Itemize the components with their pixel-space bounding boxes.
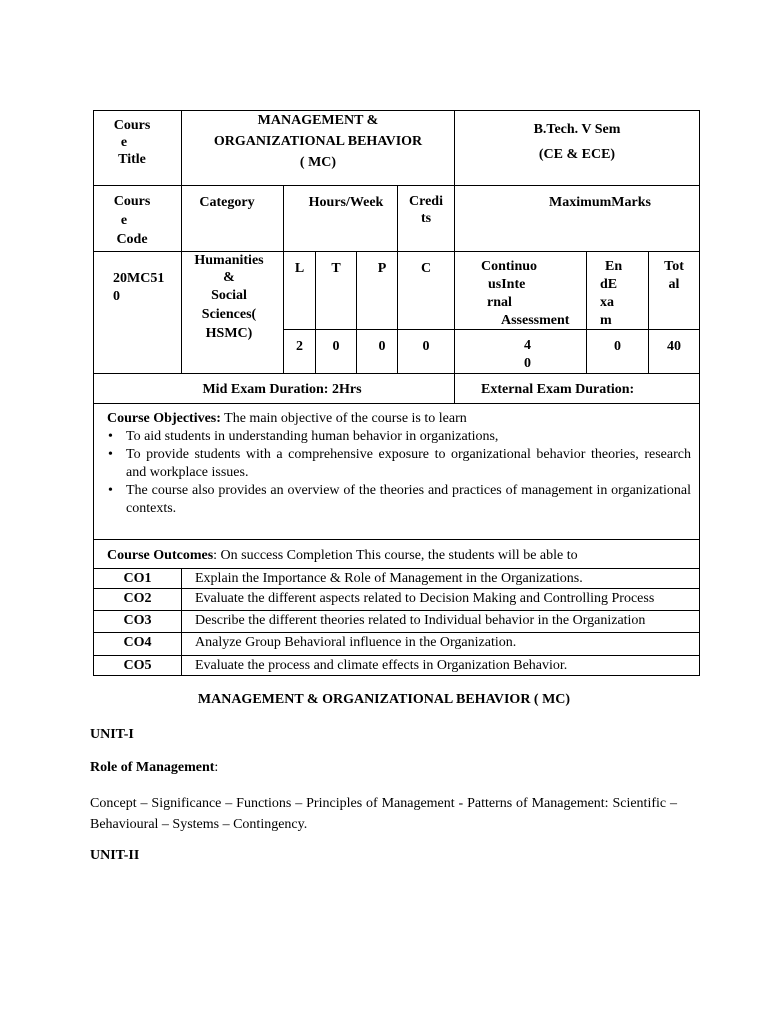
external-exam-duration: External Exam Duration: [481, 382, 635, 397]
text-line: ( MC) [299, 155, 337, 170]
course-code-value [113, 270, 179, 306]
text-line: Cours [113, 118, 151, 133]
total-value: 40 [667, 339, 681, 354]
list-item: • To provide students with a comprehensive exposure to organizational behavior theories, research and workplace issues. [108, 447, 691, 480]
program-info [455, 117, 699, 167]
text-line: usInte [488, 277, 526, 292]
course-objectives [98, 409, 691, 518]
mid-exam-duration: Mid Exam Duration: 2Hrs [202, 382, 362, 397]
text-line: xa [600, 295, 614, 310]
end-exam-label [587, 258, 648, 330]
co-text: Explain the Importance & Role of Management in the Organizations. [195, 571, 583, 586]
text-line: 0 [113, 289, 120, 304]
text-line: B.Tech. V Sem [533, 122, 621, 137]
total-label [649, 258, 699, 294]
category-label: Category [199, 195, 255, 210]
objectives-label: Course Objectives: [107, 411, 221, 426]
max-marks-label: MaximumMarks [549, 195, 651, 210]
text-line: e [120, 135, 128, 150]
text-line: rnal [487, 295, 512, 310]
text-line: ORGANIZATIONAL BEHAVIOR [213, 134, 423, 149]
co-text: Describe the different theories related to Individual behavior in the Organization [195, 613, 646, 628]
objective-text: The course also provides an overview of the theories and practices of management in organizational contexts. [126, 483, 691, 516]
text-line: m [600, 313, 612, 328]
objectives-intro: The main objective of the course is to learn [220, 411, 467, 426]
course-title-value [182, 110, 454, 173]
co-code: CO5 [123, 658, 152, 673]
cia-label [455, 258, 586, 330]
objective-text: To aid students in understanding human behavior in organizations, [126, 429, 499, 444]
role-heading: Role of Management [90, 760, 215, 775]
c-value: 0 [422, 339, 430, 354]
text-line: & [223, 270, 235, 285]
c-label: C [420, 261, 432, 276]
course-title-label [100, 117, 164, 168]
text-line: al [668, 277, 680, 292]
credits-label [398, 193, 454, 227]
syllabus-title: MANAGEMENT & ORGANIZATIONAL BEHAVIOR ( MC) [197, 692, 571, 707]
text-line: Credi [409, 194, 443, 209]
co-code: CO3 [123, 613, 152, 628]
unit-2-heading: UNIT-II [90, 848, 140, 863]
text-line: Tot [664, 259, 684, 274]
text-line: 0 [524, 356, 531, 371]
text-line: Code [116, 232, 148, 247]
course-code-label [100, 192, 164, 249]
objective-text: To provide students with a comprehensive exposure to organizational behavior theories, research and workplace issues. [126, 447, 691, 480]
text-line: Social [211, 288, 247, 303]
category-value [182, 251, 276, 343]
l-label: L [294, 261, 305, 276]
t-label: T [331, 261, 341, 276]
text-line: Sciences( [201, 307, 257, 322]
text-line: Title [118, 152, 146, 167]
cia-value [455, 337, 600, 373]
outcomes-intro: : On success Completion This course, the students will be able to [213, 548, 578, 563]
objectives-list [98, 428, 691, 518]
l-value: 2 [296, 339, 303, 354]
co-code: CO4 [123, 635, 152, 650]
text-line: e [120, 213, 128, 228]
unit-1-heading: UNIT-I [90, 727, 134, 742]
course-outcomes-heading [107, 546, 697, 565]
role-colon: : [214, 760, 219, 775]
objectives-heading [98, 409, 691, 428]
text-line: Cours [113, 194, 151, 209]
text-line: ts [420, 211, 432, 226]
text-line: En [605, 259, 623, 274]
co-text: Analyze Group Behavioral influence in the Organization. [195, 635, 517, 650]
text-line: Humanities [194, 253, 264, 268]
role-heading-line [90, 760, 218, 776]
end-exam-value: 0 [614, 339, 621, 354]
role-text: Concept – Significance – Functions – Principles of Management - Patterns of Management: Scientific – Behavioural – Systems – Contingency. [90, 796, 677, 832]
co-text: Evaluate the process and climate effects in Organization Behavior. [195, 658, 568, 673]
text-line: dE [600, 277, 618, 292]
text-line: Assessment [501, 313, 570, 328]
p-value: 0 [378, 339, 386, 354]
text-line: MANAGEMENT & [257, 113, 379, 128]
co-code: CO1 [123, 571, 152, 586]
outcomes-label: Course Outcomes [107, 548, 214, 563]
text-line: Continuo [481, 259, 538, 274]
co-text: Evaluate the different aspects related to Decision Making and Controlling Process [195, 591, 655, 606]
text-line: (CE & ECE) [538, 147, 616, 162]
t-value: 0 [332, 339, 340, 354]
p-label: P [377, 261, 387, 276]
hours-week-label: Hours/Week [308, 195, 384, 210]
list-item: • To aid students in understanding human behavior in organizations, [108, 429, 499, 444]
text-line: HSMC) [205, 326, 253, 341]
text-line: 4 [524, 338, 531, 353]
list-item: • The course also provides an overview of the theories and practices of management in organizational contexts. [108, 483, 691, 516]
text-line: 20MC51 [113, 271, 165, 286]
co-code: CO2 [123, 591, 152, 606]
